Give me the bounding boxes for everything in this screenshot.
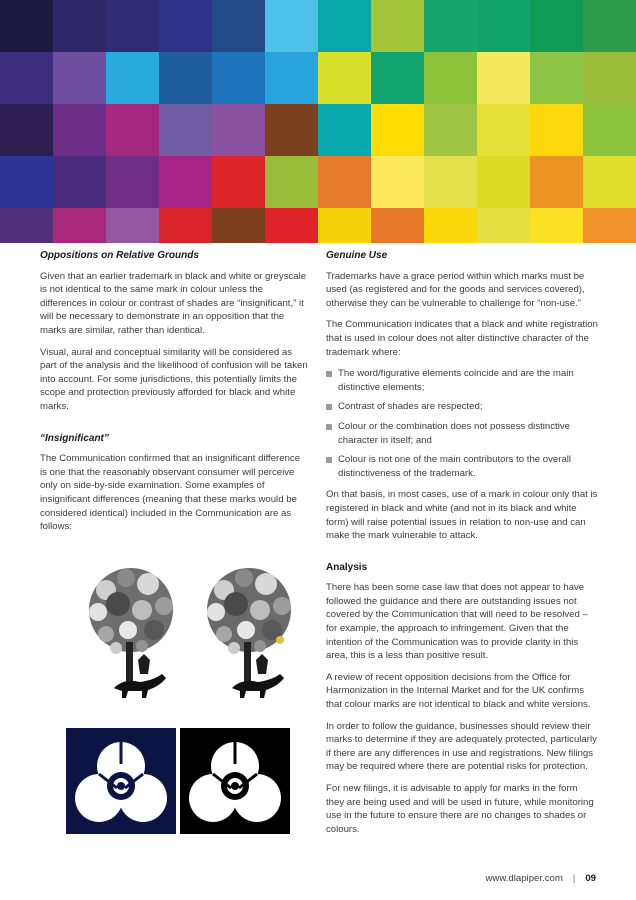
color-swatch: [265, 208, 318, 243]
list-item: Colour or the combination does not possess distinctive character in itself; and: [326, 420, 598, 447]
page-footer: [486, 873, 597, 884]
paragraph: In order to follow the guidance, businesses should review their marks to determine if they are adequately protected, particularly if there are any differences in use and registrations. New filings may be required where there are potential risks for protection.: [326, 720, 597, 773]
color-swatch: [106, 52, 159, 104]
color-swatch: [477, 156, 530, 208]
color-swatch: [424, 156, 477, 208]
left-column: [40, 249, 308, 542]
color-swatch: [424, 52, 477, 104]
color-swatch: [318, 156, 371, 208]
list-item: Colour is not one of the main contributors to the overall distinctiveness of the trademark.: [326, 453, 598, 480]
color-swatch: [159, 0, 212, 52]
color-swatch: [0, 156, 53, 208]
color-swatch: [583, 156, 636, 208]
color-swatch: [424, 208, 477, 243]
color-swatch: [159, 104, 212, 156]
circles-mark-black-image: [180, 728, 290, 834]
color-swatch: [530, 0, 583, 52]
square-bullet-icon: [326, 371, 332, 377]
color-swatch: [371, 104, 424, 156]
paragraph: A review of recent opposition decisions from the Office for Harmonization in the Internal Market and for the UK confirms that colour marks are not identical to black and white versions.: [326, 671, 591, 711]
paragraph: There has been some case law that does not appear to have followed the guidance and there are outstanding issues not covered by the Communication that will need to be resolved – for example, the approach to infringement. Given that the intention of the Communication was to provide clarity in this area, this is a less than positive result.: [326, 582, 588, 662]
color-swatch: [212, 0, 265, 52]
heading-analysis: Analysis: [326, 561, 368, 573]
color-swatch: [371, 208, 424, 243]
color-swatch: [212, 208, 265, 243]
color-swatch: [106, 208, 159, 243]
color-swatch: [371, 52, 424, 104]
color-swatch: [583, 104, 636, 156]
square-bullet-icon: [326, 457, 332, 463]
color-swatch: [159, 208, 212, 243]
color-swatch: [583, 0, 636, 52]
paragraph: Visual, aural and conceptual similarity will be considered as part of the analysis and the likelihood of confusion will be taken into account. For some jurisdictions, this potentially limits the scope and protection previously afforded for black and white marks.: [40, 346, 308, 412]
color-swatch: [0, 0, 53, 52]
color-swatch: [212, 104, 265, 156]
paragraph: On that basis, in most cases, use of a mark in colour only that is registered in black and white (and not in its black and white form) will raise potential issues in relation to non-use and can make the mark vulnerable to attack.: [326, 489, 598, 542]
color-swatch: [530, 52, 583, 104]
color-swatch: [106, 156, 159, 208]
color-swatch: [530, 208, 583, 243]
color-swatch: [583, 52, 636, 104]
paragraph: For new filings, it is advisable to apply for marks in the form they are being used and will be used in future, while monitoring use in the future to ensure there are no changes to shades or colours.: [326, 783, 594, 835]
color-swatch: [318, 208, 371, 243]
tree-mark-colour-image: [194, 560, 304, 700]
color-swatch: [53, 156, 106, 208]
criteria-list: [326, 367, 598, 480]
color-swatch: [371, 0, 424, 52]
list-item: Contrast of shades are respected;: [326, 400, 598, 414]
color-swatch: [212, 156, 265, 208]
color-swatch: [530, 156, 583, 208]
right-column: [326, 249, 598, 844]
page-number: 09: [585, 873, 596, 884]
paragraph: Trademarks have a grace period within which marks must be used (as registered and for the goods and services covered), otherwise they can be vulnerable to challenge for “non-use.”: [326, 270, 585, 309]
tree-mark-greyscale-image: [76, 560, 186, 700]
color-swatch: [0, 208, 53, 243]
paragraph: Given that an earlier trademark in black and white or greyscale is not identical to the same mark in colour unless the differences in colour or contrast of shades are “insignificant,” it will be necessary to demonstrate in an opposition that the marks are similar, rather than identical.: [40, 270, 307, 336]
color-swatch: [583, 208, 636, 243]
color-swatch: [159, 52, 212, 104]
color-swatch: [106, 0, 159, 52]
color-swatch: [424, 0, 477, 52]
list-item: The word/figurative elements coincide and are the main distinctive elements;: [326, 367, 598, 394]
paragraph: The Communication confirmed that an insignificant difference is one that the reasonably observant consumer will perceive only on side-by-side examination. Some examples of insignificant differences (meaning that these marks would be considered identical) included in the Communication are as follows:: [40, 453, 301, 533]
color-swatch: [53, 208, 106, 243]
color-swatch: [53, 0, 106, 52]
color-swatch: [424, 104, 477, 156]
color-swatch: [265, 104, 318, 156]
color-swatch: [318, 52, 371, 104]
heading-insignificant: “Insignificant”: [40, 432, 109, 444]
square-bullet-icon: [326, 404, 332, 410]
color-swatch: [477, 52, 530, 104]
heading-genuine-use: Genuine Use: [326, 250, 388, 261]
color-swatch: [0, 104, 53, 156]
color-swatch: [477, 0, 530, 52]
footer-separator: |: [572, 873, 576, 884]
heading-oppositions: Oppositions on Relative Grounds: [40, 250, 199, 261]
square-bullet-icon: [326, 424, 332, 430]
color-swatch: [53, 52, 106, 104]
color-swatch-banner: [0, 0, 636, 243]
color-swatch: [53, 104, 106, 156]
paragraph: The Communication indicates that a black and white registration that is used in colour does not alter distinctive character of the trademark where:: [326, 319, 598, 358]
color-swatch: [212, 52, 265, 104]
website-link[interactable]: www.dlapiper.com: [485, 873, 563, 884]
color-swatch: [265, 0, 318, 52]
circles-mark-navy-image: [66, 728, 176, 834]
color-swatch: [371, 156, 424, 208]
color-swatch: [265, 52, 318, 104]
color-swatch: [318, 104, 371, 156]
color-swatch: [477, 208, 530, 243]
color-swatch: [0, 52, 53, 104]
color-swatch: [318, 0, 371, 52]
color-swatch: [159, 156, 212, 208]
color-swatch: [265, 156, 318, 208]
color-swatch: [530, 104, 583, 156]
color-swatch: [477, 104, 530, 156]
color-swatch: [106, 104, 159, 156]
